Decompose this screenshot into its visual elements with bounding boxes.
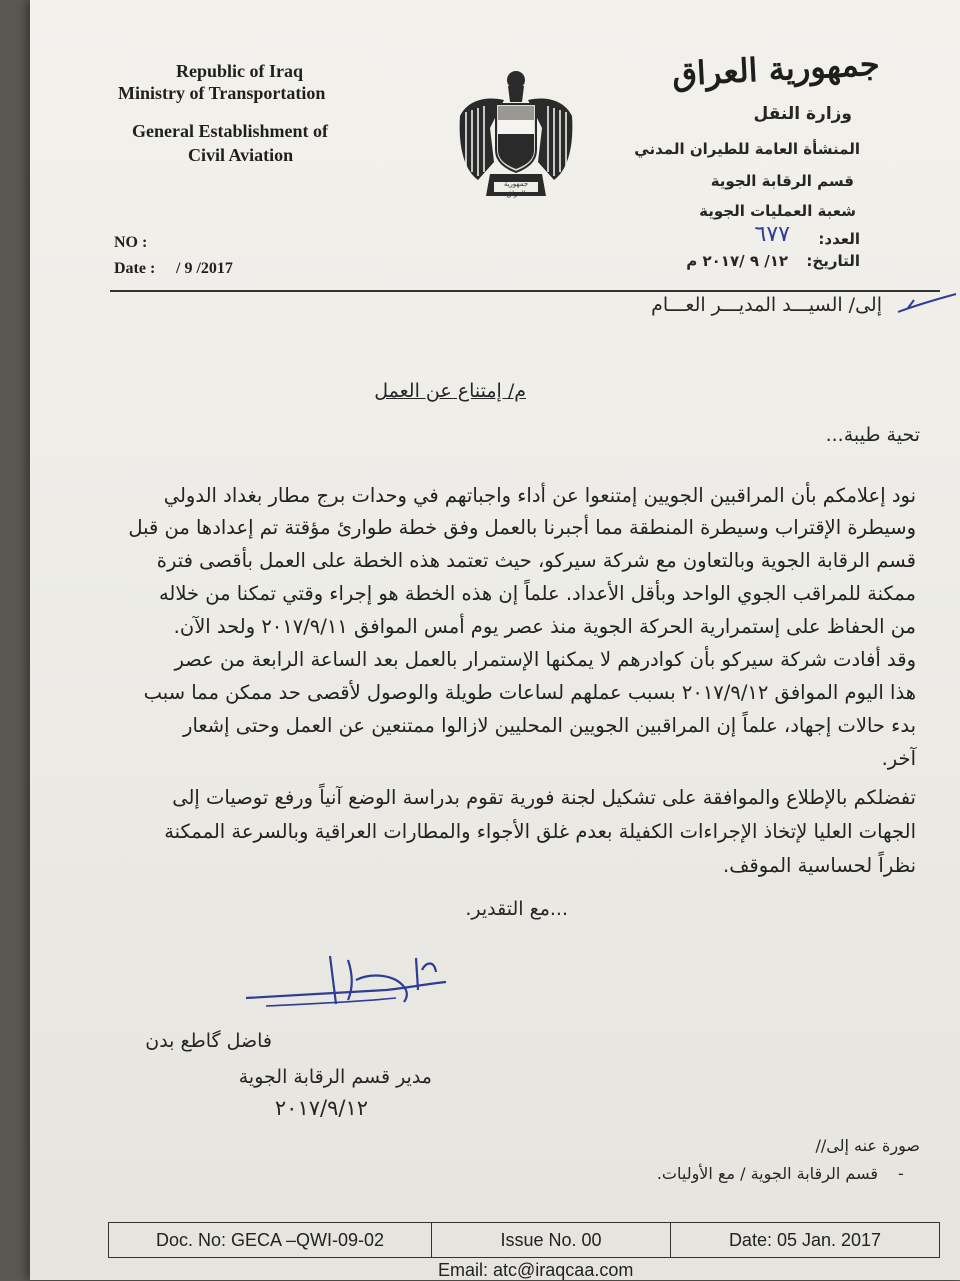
footer-info-box (108, 1222, 940, 1258)
subject-line: م/ إمتناع عن العمل (374, 380, 526, 402)
header-ar-establishment: المنشأة العامة للطيران المدني (634, 140, 860, 158)
document-page (30, 0, 960, 1280)
footer-issue-no: Issue No. 00 (432, 1223, 671, 1257)
copy-to-label: صورة عنه إلى// (815, 1136, 920, 1155)
header-ar-department: قسم الرقابة الجوية (710, 172, 854, 190)
header-ar-number-label: العدد: (818, 230, 860, 248)
body-line: من الحفاظ على إستمرارية الحركة الجوية منذ عصر يوم أمس الموافق ٢٠١٧/٩/١١ ولحد الآن. (173, 615, 916, 638)
footer-date: Date: 05 Jan. 2017 (728, 1229, 882, 1250)
body-line: آخر. (881, 747, 916, 770)
body-line: قسم الرقابة الجوية وبالتعاون مع شركة سيركو، حيث تعتمد هذه الخطة على العمل بأقصى فترة (156, 549, 916, 572)
header-ar-number-value: ٦٧٧ (754, 222, 790, 247)
closing: ...مع التقدير. (465, 898, 568, 920)
body-line: الجهات العليا لإتخاذ الإجراءات الكفيلة بعدم غلق الأجواء والمطارات العراقية وبالسرعة الممكنة (164, 820, 916, 843)
body-line: نود إعلامكم بأن المراقبين الجويين إمتنعوا عن أداء واجباتهم في وحدات برج مطار بغداد الدولي (163, 484, 916, 507)
handwritten-signature-icon (236, 952, 466, 1022)
header-ar-ministry: وزارة النقل (753, 104, 852, 124)
footer-email[interactable]: Email: atc@iraqcaa.com (438, 1260, 634, 1280)
header-ar-date-value: ١٢/ ٩ /٢٠١٧ م (686, 252, 788, 270)
header-divider (110, 290, 940, 292)
header-ar-republic: جمهورية العراق (671, 44, 881, 94)
body-line: ممكنة للمراقب الجوي الواحد وبأقل الأعداد. علماً إن هذه الخطة هو إجراء وقتي تمكنا من خلاله (158, 582, 916, 605)
footer-doc-no: Doc. No: GECA –QWI-09-02 (109, 1223, 432, 1257)
body-line: نظراً لحساسية الموقف. (723, 854, 916, 877)
body-line: وسيطرة الإقتراب وسيطرة المنطقة مما أجبرنا بالعمل وفق خطة طوارئ مؤقتة تم إعدادها من قبل (128, 516, 916, 539)
signatory-name: فاضل گاطع بدن (145, 1030, 272, 1052)
body-line: هذا اليوم الموافق ٢٠١٧/٩/١٢ بسبب عملهم لساعات طويلة والوصول لأقصى حد ممكن مما سبب (143, 681, 916, 704)
copy-to-item: قسم الرقابة الجوية / مع الأوليات. (656, 1164, 878, 1183)
recipient-line: إلى/ السيـــد المديـــر العـــام (651, 294, 882, 316)
header-ar-branch: شعبة العمليات الجوية (699, 202, 856, 220)
signature-date: ٢٠١٧/٩/١٢ (274, 1096, 368, 1120)
eagle-emblem (446, 66, 586, 206)
body-line: بدء حالات إجهاد، علماً إن المراقبين الجويين المحليين لازالوا ممتنعين عن العمل وحتى إشعار (183, 714, 916, 737)
header-ar-date-label: التاريخ: (806, 252, 860, 270)
greeting: تحية طيبة... (825, 424, 920, 446)
recipient-pen-mark-icon (894, 288, 958, 318)
header-en-no-label: NO : (114, 234, 148, 251)
copy-to-bullet: - (898, 1164, 904, 1183)
signatory-title: مدير قسم الرقابة الجوية (238, 1066, 432, 1088)
body-line: تفضلكم بالإطلاع والموافقة على تشكيل لجنة فورية تقوم بدراسة الوضع آنياً ورفع توصيات إلى (172, 786, 916, 809)
header-en-date-label: Date : (114, 260, 156, 277)
header-en-republic: Republic of Iraq (176, 61, 304, 81)
body-line: وقد أفادت شركة سيركو بأن كوادرهم لا يمكنها الإستمرار بالعمل بعد الساعة الرابعة من عصر (174, 648, 916, 671)
header-en-civil-aviation: Civil Aviation (188, 145, 294, 165)
header-en-date-value: / 9 /2017 (176, 260, 233, 277)
emblem-banner-text: جمهورية العراق (503, 180, 529, 198)
header-en-establishment: General Establishment of (132, 121, 328, 141)
header-en-ministry: Ministry of Transportation (118, 83, 326, 103)
